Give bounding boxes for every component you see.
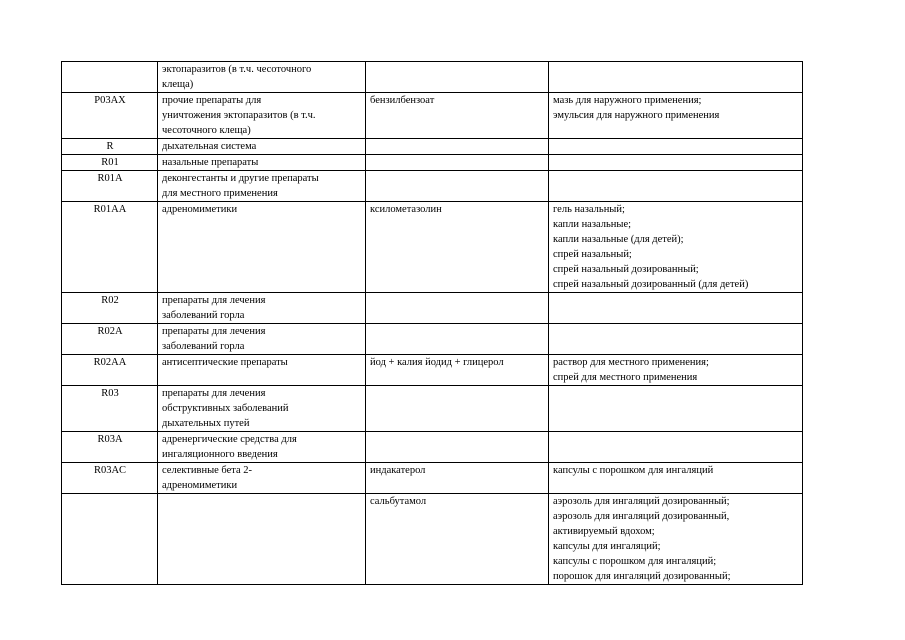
atc-code-cell [62,171,158,202]
table-row [62,155,803,171]
substance-cell [366,202,549,293]
dosage-form-line: спрей назальный; [553,249,632,260]
substance-name: бензилбензоат [370,95,435,106]
dosage-form-line: спрей для местного применения [553,372,698,383]
dosage-form-line: эмульсия для наружного применения [553,110,720,121]
group-name-line: эктопаразитов (в т.ч. чесоточного [162,64,312,75]
substance-cell [366,155,549,171]
group-name-line: назальные препараты [162,157,259,168]
atc-code-cell [62,139,158,155]
substance-cell [366,93,549,139]
group-name-cell [158,139,366,155]
group-name-line: селективные бета 2- [162,465,253,476]
dosage-form-line: капсулы для ингаляций; [553,541,661,552]
atc-code-cell [62,494,158,585]
group-name-line: прочие препараты для [162,95,262,106]
table-row [62,93,803,139]
atc-code-cell [62,62,158,93]
table-row [62,62,803,93]
dosage-form-line: капли назальные; [553,219,632,230]
atc-code: R01AA [93,204,127,215]
dosage-forms-cell [549,432,803,463]
group-name-cell [158,355,366,386]
group-name-line: уничтожения эктопаразитов (в т.ч. [162,110,316,121]
table-row [62,355,803,386]
group-name-line: чесоточного клеща) [162,125,251,136]
atc-code: R02A [97,326,123,337]
substance-cell [366,494,549,585]
dosage-forms-cell [549,386,803,432]
dosage-forms-cell [549,93,803,139]
group-name-cell [158,324,366,355]
group-name-line: заболеваний горла [162,310,245,321]
table-row [62,494,803,585]
dosage-form-line: спрей назальный дозированный (для детей) [553,279,749,290]
atc-code-cell [62,202,158,293]
dosage-forms-cell [549,355,803,386]
dosage-forms-cell [549,293,803,324]
atc-code: R02AA [93,357,127,368]
substance-name: сальбутамол [370,496,427,507]
substance-cell [366,432,549,463]
table-row [62,463,803,494]
dosage-forms-cell [549,62,803,93]
table-row [62,432,803,463]
group-name-line: дыхательная система [162,141,257,152]
substance-cell [366,293,549,324]
atc-code-cell [62,463,158,494]
group-name-cell [158,432,366,463]
dosage-form-line: спрей назальный дозированный; [553,264,699,275]
drug-table [61,61,803,585]
dosage-form-line: аэрозоль для ингаляций дозированный; [553,496,730,507]
dosage-form-line: аэрозоль для ингаляций дозированный, [553,511,730,522]
dosage-form-line: раствор для местного применения; [553,357,709,368]
group-name-cell [158,155,366,171]
group-name-line: деконгестанты и другие препараты [162,173,319,184]
group-name-cell [158,293,366,324]
dosage-form-line: капсулы с порошком для ингаляций [553,465,714,476]
atc-code: R01A [97,173,123,184]
group-name-line: адреномиметики [162,204,238,215]
substance-cell [366,171,549,202]
group-name-line: обструктивных заболеваний [162,403,289,414]
atc-code: R01 [101,157,119,168]
atc-code-cell [62,432,158,463]
table-row [62,386,803,432]
dosage-forms-cell [549,202,803,293]
atc-code-cell [62,155,158,171]
group-name-line: препараты для лечения [162,388,266,399]
atc-code: R03 [101,388,119,399]
dosage-form-line: капли назальные (для детей); [553,234,684,245]
atc-code: P03AX [94,95,126,106]
group-name-cell [158,202,366,293]
dosage-forms-cell [549,324,803,355]
dosage-forms-cell [549,494,803,585]
atc-code-cell [62,93,158,139]
substance-cell [366,62,549,93]
group-name-line: клеща) [162,79,194,90]
group-name-cell [158,62,366,93]
group-name-line: ингаляционного введения [162,449,278,460]
group-name-line: препараты для лечения [162,295,266,306]
group-name-line: антисептические препараты [162,357,288,368]
dosage-form-line: порошок для ингаляций дозированный; [553,571,731,582]
group-name-cell [158,494,366,585]
atc-code: R03A [97,434,123,445]
table-row [62,202,803,293]
atc-code-cell [62,355,158,386]
substance-name: индакатерол [370,465,426,476]
atc-code-cell [62,293,158,324]
group-name-cell [158,93,366,139]
group-name-line: дыхательных путей [162,418,250,429]
dosage-form-line: капсулы с порошком для ингаляций; [553,556,717,567]
substance-cell [366,324,549,355]
substance-name: йод + калия йодид + глицерол [370,357,504,368]
group-name-line: адреномиметики [162,480,238,491]
group-name-line: адренергические средства для [162,434,297,445]
dosage-form-line: мазь для наружного применения; [553,95,702,106]
table-row [62,324,803,355]
dosage-forms-cell [549,171,803,202]
dosage-form-line: активируемый вдохом; [553,526,655,537]
group-name-line: для местного применения [162,188,278,199]
dosage-forms-cell [549,155,803,171]
substance-cell [366,463,549,494]
group-name-line: препараты для лечения [162,326,266,337]
atc-code-cell [62,324,158,355]
dosage-forms-cell [549,463,803,494]
atc-code: R02 [101,295,119,306]
substance-cell [366,386,549,432]
group-name-line: заболеваний горла [162,341,245,352]
dosage-form-line: гель назальный; [553,204,625,215]
table-body [62,62,803,585]
group-name-cell [158,171,366,202]
substance-name: ксилометазолин [370,204,442,215]
table-row [62,171,803,202]
table-row [62,293,803,324]
table-row [62,139,803,155]
group-name-cell [158,386,366,432]
atc-code-cell [62,386,158,432]
substance-cell [366,139,549,155]
atc-code: R03AC [93,465,127,476]
substance-cell [366,355,549,386]
atc-code: R [106,141,114,152]
group-name-cell [158,463,366,494]
dosage-forms-cell [549,139,803,155]
